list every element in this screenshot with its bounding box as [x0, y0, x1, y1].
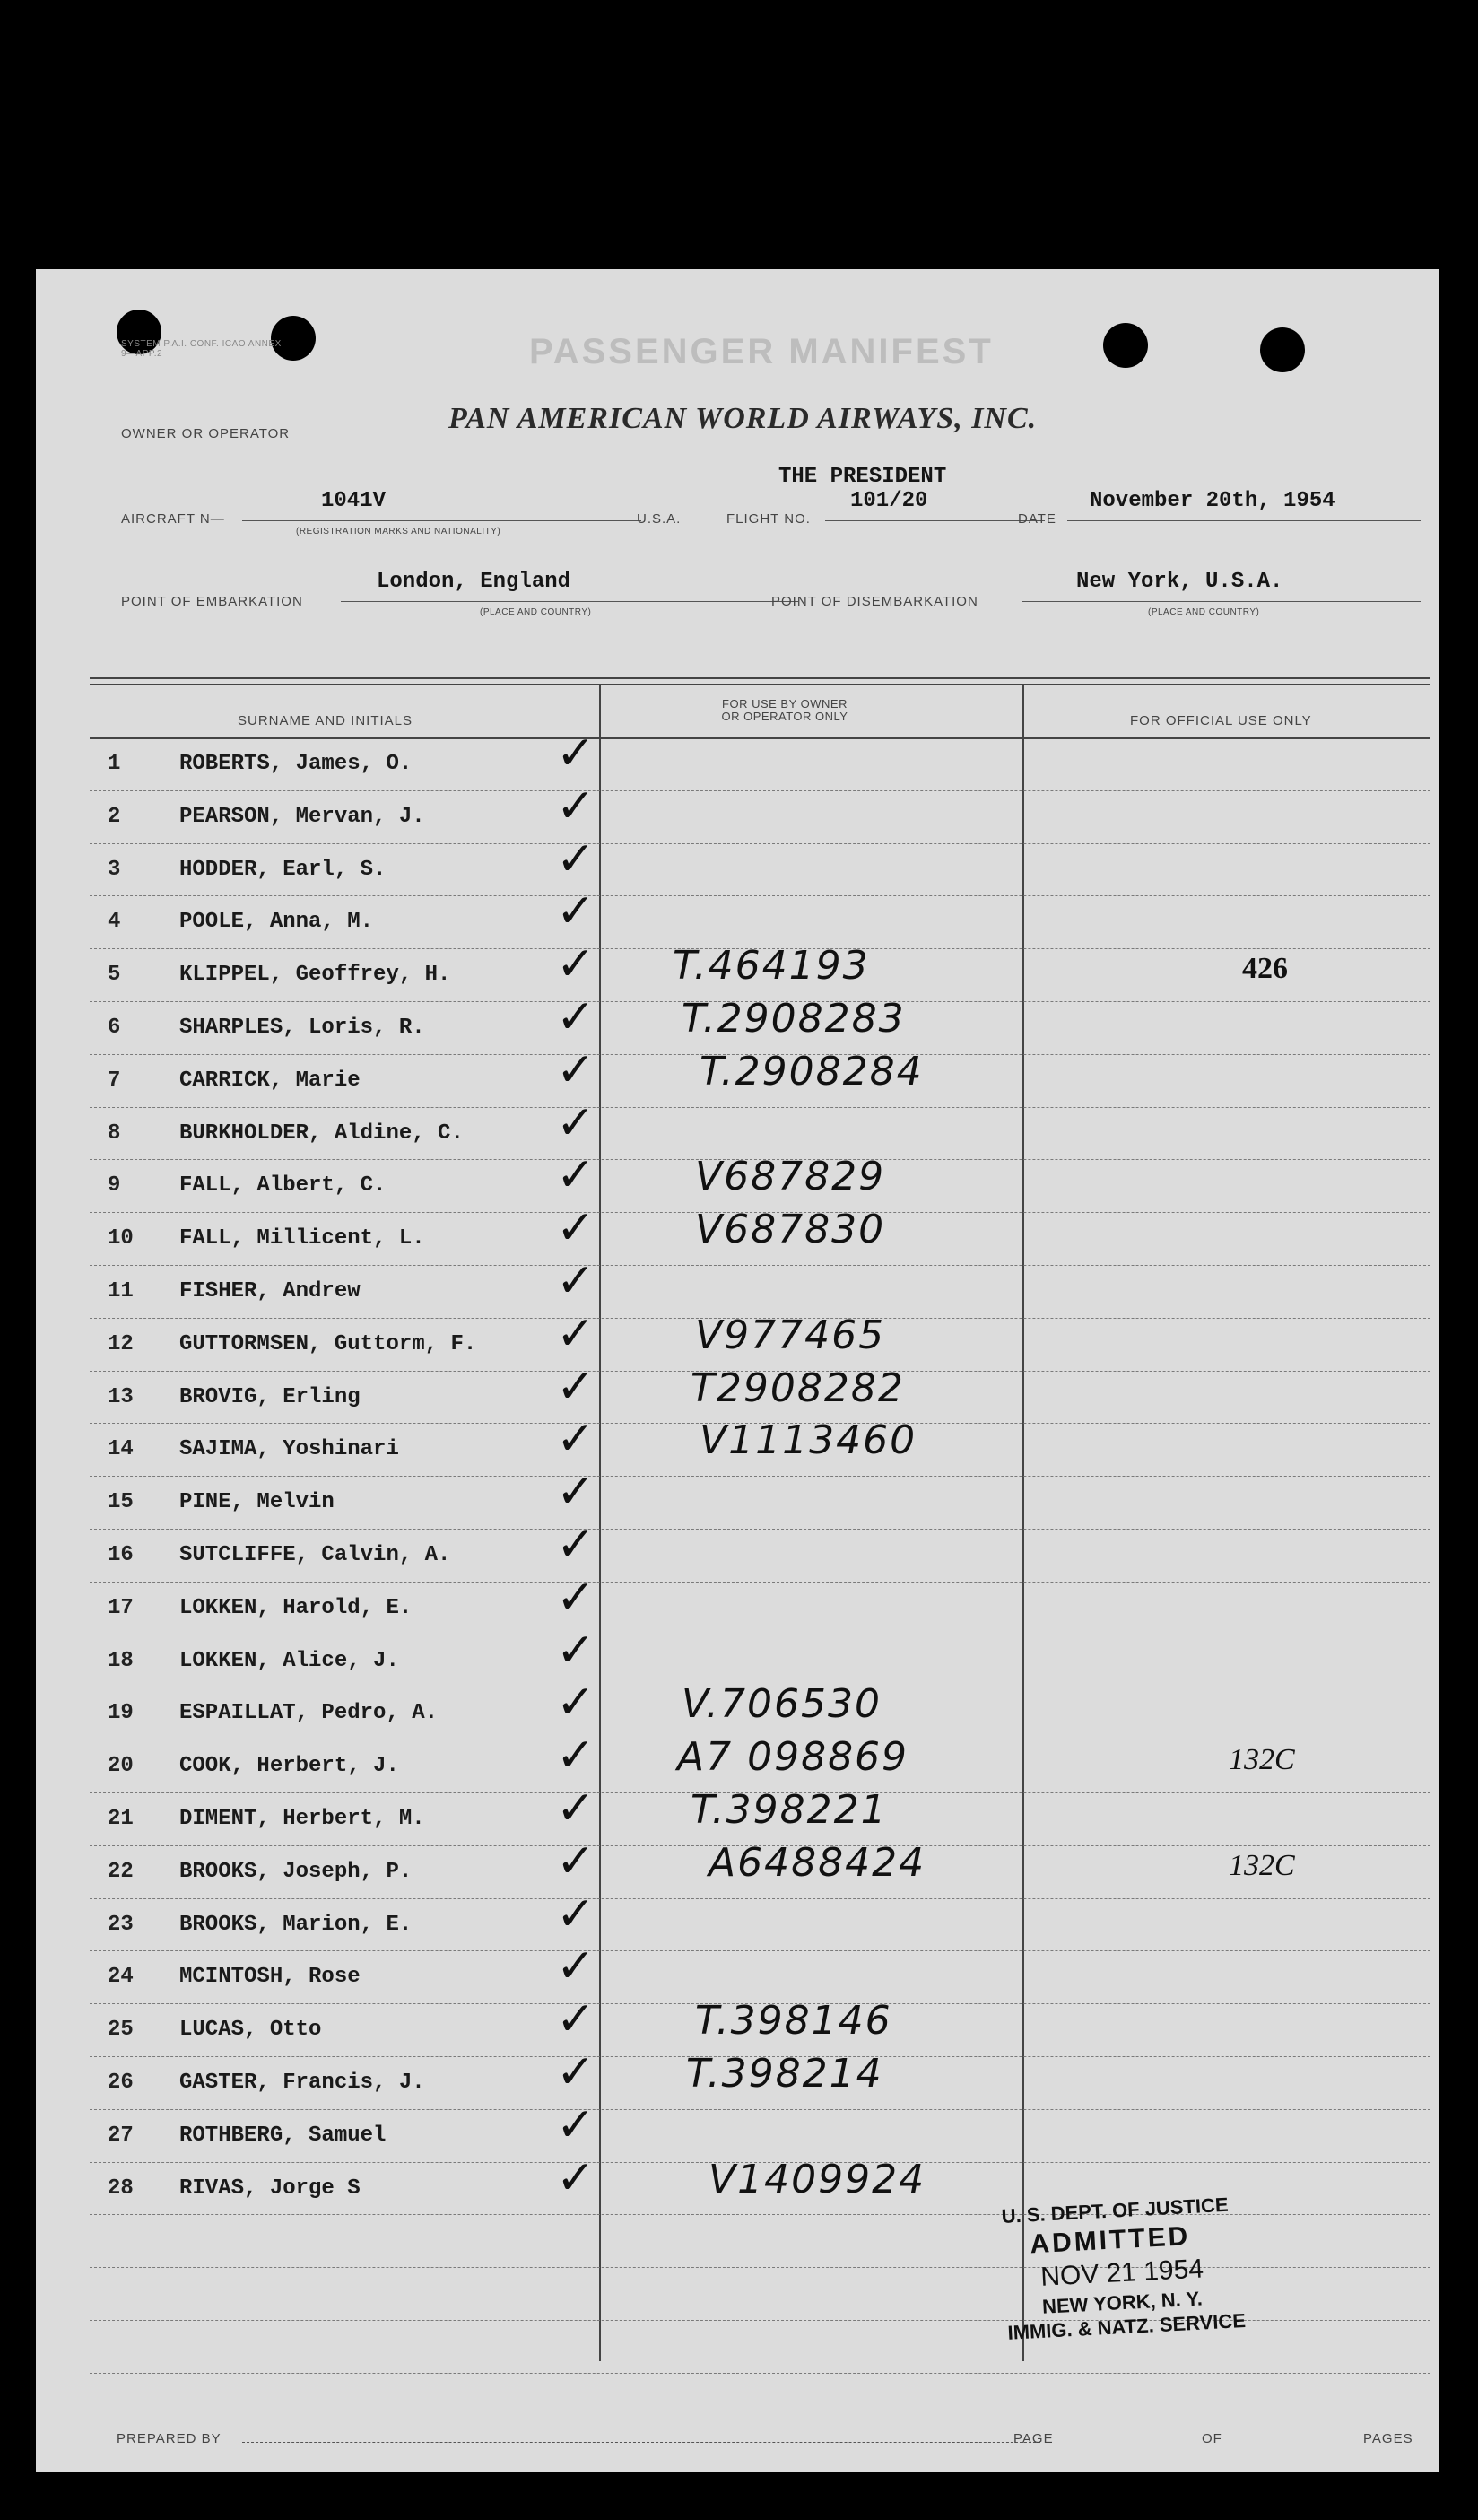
check-mark-icon: ✓	[556, 1095, 596, 1150]
passenger-name: BROOKS, Joseph, P.	[179, 1859, 413, 1884]
row-number: 25	[108, 2018, 134, 2043]
punch-hole	[1103, 323, 1148, 368]
passenger-name: GUTTORMSEN, Guttorm, F.	[179, 1331, 477, 1356]
passenger-name: LOKKEN, Alice, J.	[179, 1648, 399, 1673]
row-number: 23	[108, 1912, 134, 1937]
page-label: PAGE	[1013, 2431, 1054, 2446]
passenger-name: CARRICK, Marie	[179, 1068, 361, 1093]
passenger-name: KLIPPEL, Geoffrey, H.	[179, 963, 451, 988]
check-mark-icon: ✓	[556, 1729, 596, 1783]
flight-name: THE PRESIDENT	[778, 465, 947, 489]
stamp-line: NEW YORK, N. Y.	[1041, 2286, 1204, 2318]
ticket-number: T.2908283	[682, 996, 906, 1042]
check-mark-icon: ✓	[556, 885, 596, 939]
passenger-name: BROOKS, Marion, E.	[179, 1912, 413, 1937]
embark-label: POINT OF EMBARKATION	[121, 594, 303, 609]
passenger-name: FISHER, Andrew	[179, 1279, 361, 1304]
row-number: 18	[108, 1648, 134, 1673]
check-mark-icon: ✓	[556, 1254, 596, 1308]
ticket-number: A7 098869	[677, 1734, 909, 1781]
row-number: 28	[108, 2176, 134, 2201]
row-divider	[90, 2373, 1430, 2374]
passenger-name: FALL, Albert, C.	[179, 1173, 387, 1199]
stamp-line: U. S. DEPT. OF JUSTICE	[1001, 2193, 1230, 2228]
row-divider	[90, 1582, 1430, 1583]
row-number: 9	[108, 1173, 121, 1199]
ticket-number: V687830	[695, 1207, 886, 1253]
passenger-name: BURKHOLDER, Aldine, C.	[179, 1120, 464, 1146]
form-reference: SYSTEM P.A.I. CONF. ICAO ANNEX 9—APP.2	[121, 339, 282, 359]
passenger-name: RIVAS, Jorge S	[179, 2176, 361, 2201]
ticket-number: V687829	[695, 1154, 886, 1200]
passenger-name: MCINTOSH, Rose	[179, 1965, 361, 1990]
flight-value: 101/20	[850, 489, 928, 513]
disembark-value: New York, U.S.A.	[1076, 570, 1283, 594]
row-number: 1	[108, 752, 121, 776]
immigration-stamp	[1001, 2192, 1247, 2345]
ticket-number: V.706530	[682, 1681, 882, 1728]
flight-label: FLIGHT NO.	[726, 511, 811, 527]
prepared-by-label: PREPARED BY	[117, 2431, 222, 2446]
row-number: 14	[108, 1437, 134, 1462]
row-number: 2	[108, 804, 121, 829]
row-number: 4	[108, 910, 121, 935]
disembark-label: POINT OF DISEMBARKATION	[771, 594, 978, 609]
embark-sublabel: (PLACE AND COUNTRY)	[480, 607, 592, 617]
ticket-number: T.398214	[686, 2051, 883, 2097]
embark-underline	[341, 601, 798, 602]
punch-hole	[1260, 327, 1305, 372]
row-number: 13	[108, 1384, 134, 1409]
stamp-line: NOV 21 1954	[1039, 2254, 1204, 2292]
airline-name: PAN AMERICAN WORLD AIRWAYS, INC.	[448, 402, 1038, 435]
passenger-name: GASTER, Francis, J.	[179, 2071, 425, 2095]
date-label: DATE	[1018, 511, 1056, 527]
check-mark-icon: ✓	[556, 1306, 596, 1361]
row-divider	[90, 1898, 1430, 1899]
date-underline	[1067, 520, 1421, 521]
row-number: 6	[108, 1016, 121, 1040]
check-mark-icon: ✓	[556, 1201, 596, 1256]
check-mark-icon: ✓	[556, 727, 596, 780]
passenger-name: LUCAS, Otto	[179, 2018, 322, 2043]
check-mark-icon: ✓	[556, 1148, 596, 1203]
row-number: 16	[108, 1543, 134, 1567]
check-mark-icon: ✓	[556, 1834, 596, 1888]
check-mark-icon: ✓	[556, 1992, 596, 2047]
ticket-number: V1409924	[709, 2156, 926, 2202]
check-mark-icon: ✓	[556, 2150, 596, 2205]
passenger-name: HODDER, Earl, S.	[179, 857, 387, 882]
row-divider	[90, 895, 1430, 896]
row-divider	[90, 1107, 1430, 1108]
passenger-name: SHARPLES, Loris, R.	[179, 1016, 425, 1040]
col-header-operator: FOR USE BY OWNER OR OPERATOR ONLY	[721, 697, 848, 724]
row-number: 22	[108, 1859, 134, 1884]
passenger-name: ESPAILLAT, Pedro, A.	[179, 1701, 439, 1726]
stamp-line: ADMITTED	[1029, 2220, 1192, 2259]
aircraft-underline	[242, 520, 641, 521]
row-number: 8	[108, 1120, 121, 1146]
passenger-name: DIMENT, Herbert, M.	[179, 1807, 425, 1831]
row-divider	[90, 2109, 1430, 2110]
passenger-name: COOK, Herbert, J.	[179, 1754, 399, 1779]
disembark-sublabel: (PLACE AND COUNTRY)	[1148, 607, 1260, 617]
check-mark-icon: ✓	[556, 2045, 596, 2099]
ticket-number: T.2908284	[700, 1048, 924, 1094]
official-code: 132C	[1229, 1848, 1295, 1882]
date-value: November 20th, 1954	[1090, 489, 1335, 513]
ticket-number: A6488424	[709, 1839, 926, 1886]
check-mark-icon: ✓	[556, 779, 596, 833]
row-number: 17	[108, 1595, 134, 1620]
disembark-underline	[1022, 601, 1421, 602]
aircraft-sublabel: (REGISTRATION MARKS AND NATIONALITY)	[296, 527, 501, 536]
passenger-name: BROVIG, Erling	[179, 1384, 361, 1409]
check-mark-icon: ✓	[556, 937, 596, 992]
prepared-underline	[242, 2442, 1040, 2443]
ticket-number: T.398146	[695, 1998, 892, 2045]
check-mark-icon: ✓	[556, 832, 596, 886]
check-mark-icon: ✓	[556, 990, 596, 1044]
row-divider	[90, 843, 1430, 844]
row-divider	[90, 790, 1430, 791]
row-number: 19	[108, 1701, 134, 1726]
ticket-number: T.398221	[691, 1787, 888, 1833]
check-mark-icon: ✓	[556, 2097, 596, 2152]
ticket-number: T2908282	[691, 1365, 905, 1411]
ticket-number: V1113460	[700, 1417, 917, 1464]
passenger-name: POOLE, Anna, M.	[179, 910, 374, 935]
check-mark-icon: ✓	[556, 1782, 596, 1836]
passenger-name: PINE, Melvin	[179, 1490, 335, 1515]
row-number: 24	[108, 1965, 134, 1990]
row-number: 15	[108, 1490, 134, 1515]
stamp-line: IMMIG. & NATZ. SERVICE	[1006, 2308, 1247, 2344]
passenger-name: ROTHBERG, Samuel	[179, 2123, 387, 2148]
check-mark-icon: ✓	[556, 1676, 596, 1731]
row-number: 11	[108, 1279, 134, 1304]
row-number: 12	[108, 1331, 134, 1356]
ticket-number: V977465	[695, 1312, 886, 1358]
owner-label: OWNER OR OPERATOR	[121, 426, 291, 441]
aircraft-label: AIRCRAFT N—	[121, 511, 225, 527]
passenger-name: FALL, Millicent, L.	[179, 1226, 425, 1251]
row-divider	[90, 1265, 1430, 1266]
passenger-name: SUTCLIFFE, Calvin, A.	[179, 1543, 451, 1567]
row-number: 10	[108, 1226, 134, 1251]
table-top-border	[90, 684, 1430, 685]
row-divider	[90, 1950, 1430, 1951]
check-mark-icon: ✓	[556, 1887, 596, 1941]
row-number: 7	[108, 1068, 121, 1093]
check-mark-icon: ✓	[556, 1623, 596, 1678]
check-mark-icon: ✓	[556, 1465, 596, 1520]
aircraft-value: 1041V	[321, 489, 387, 513]
flight-underline	[825, 520, 1045, 521]
col-header-name: SURNAME AND INITIALS	[238, 713, 413, 728]
row-number: 27	[108, 2123, 134, 2148]
check-mark-icon: ✓	[556, 1359, 596, 1414]
page-title: PASSENGER MANIFEST	[529, 332, 994, 371]
official-code: 426	[1242, 952, 1288, 986]
passenger-name: SAJIMA, Yoshinari	[179, 1437, 399, 1462]
check-mark-icon: ✓	[556, 1940, 596, 1994]
check-mark-icon: ✓	[556, 1518, 596, 1572]
check-mark-icon: ✓	[556, 1570, 596, 1625]
row-divider	[90, 1476, 1430, 1477]
header-divider	[90, 737, 1430, 739]
pages-label: PAGES	[1363, 2431, 1413, 2446]
ticket-number: T.464193	[673, 943, 870, 990]
manifest-page	[36, 269, 1439, 2472]
of-label: OF	[1202, 2431, 1222, 2446]
table-top-border	[90, 677, 1430, 679]
usa-label: U.S.A.	[637, 511, 682, 527]
row-number: 20	[108, 1754, 134, 1779]
passenger-name: ROBERTS, James, O.	[179, 752, 413, 776]
check-mark-icon: ✓	[556, 1042, 596, 1097]
row-number: 5	[108, 963, 121, 988]
row-number: 26	[108, 2071, 134, 2095]
passenger-name: PEARSON, Mervan, J.	[179, 804, 425, 829]
official-code: 132C	[1229, 1743, 1295, 1777]
passenger-name: LOKKEN, Harold, E.	[179, 1595, 413, 1620]
col-header-official: FOR OFFICIAL USE ONLY	[1130, 713, 1312, 728]
row-divider	[90, 1529, 1430, 1530]
row-number: 21	[108, 1807, 134, 1831]
row-number: 3	[108, 857, 121, 882]
embark-value: London, England	[377, 570, 571, 594]
check-mark-icon: ✓	[556, 1412, 596, 1467]
